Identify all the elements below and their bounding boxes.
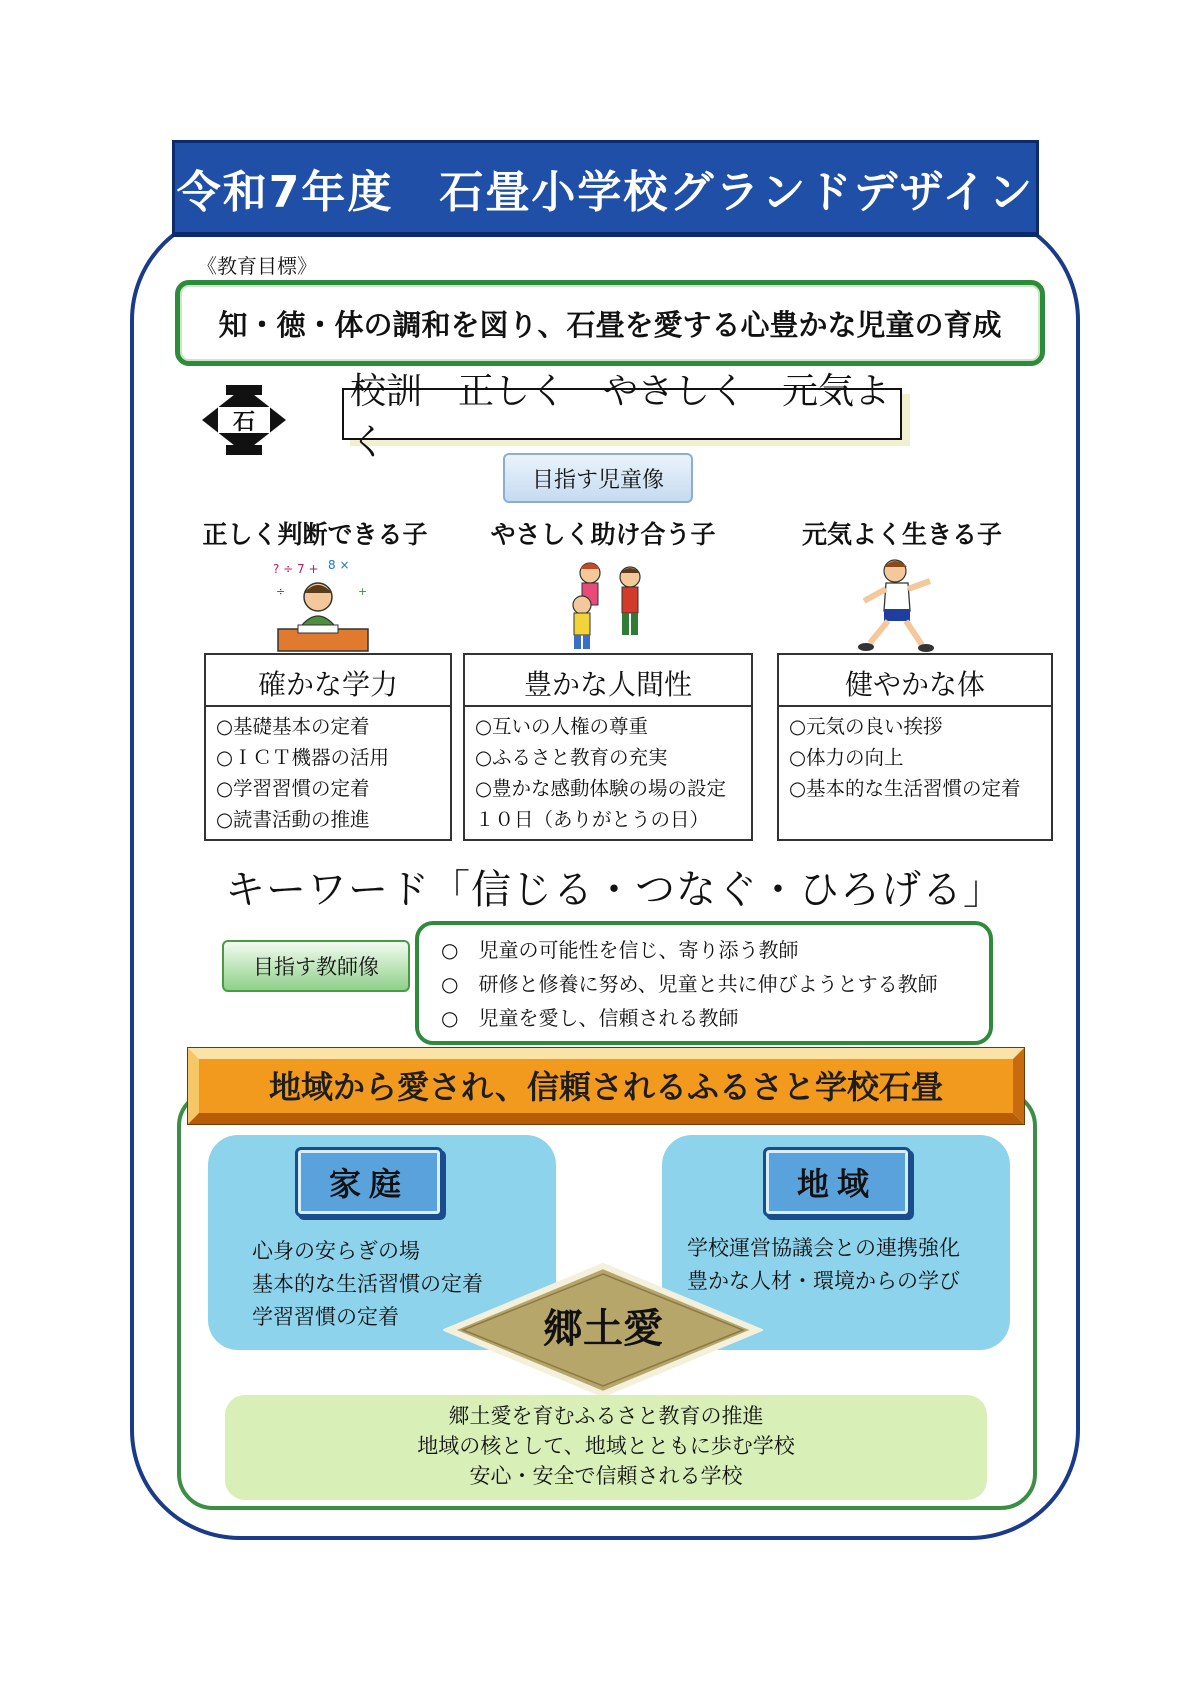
pillar-academic (204, 653, 452, 841)
pillar-health (777, 653, 1053, 841)
page-title: 令和7年度 石畳小学校グランドデザイン (172, 140, 1039, 235)
studying-child-illustration (268, 555, 378, 655)
region-tab: 地域 (763, 1147, 911, 1217)
list-item: 学校運営協議会との連携強化 (687, 1236, 960, 1260)
svg-text:+: + (358, 585, 368, 598)
list-item: ○読書活動の推進 (216, 808, 370, 831)
teacher-list (441, 933, 938, 1035)
pillar-heading: 健やかな体 (779, 655, 1051, 707)
list-item: ○互いの人権の尊重 (475, 715, 649, 738)
list-item: 心身の安らぎの場 (252, 1239, 420, 1263)
list-item: ○学習習慣の定着 (216, 777, 370, 800)
hometown-love-text: 郷土愛 (543, 1305, 663, 1352)
summary-line: 郷土愛を育むふるさと教育の推進 (448, 1404, 764, 1428)
pillar-list (475, 711, 747, 835)
education-goal-text: 知・徳・体の調和を図り、石畳を愛する心豊かな児童の育成 (218, 307, 1002, 342)
target-teacher-label: 目指す教師像 (222, 940, 410, 992)
keyword-line: キーワード「信じる・つなぐ・ひろげる」 (225, 866, 1004, 913)
target-child-label: 目指す児童像 (503, 453, 693, 503)
list-item: ○ 児童を愛し、信頼される教師 (441, 1006, 739, 1030)
community-banner-text: 地域から愛され、信頼されるふるさと学校石畳 (269, 1068, 943, 1106)
helping-children-illustration (560, 555, 660, 655)
list-item: ○体力の向上 (789, 746, 904, 769)
svg-text:÷: ÷ (276, 585, 286, 598)
school-emblem-icon (200, 385, 288, 455)
list-item: ○ 研修と修養に努め、児童と共に伸びようとする教師 (441, 972, 938, 996)
list-item: ○元気の良い挨拶 (789, 715, 943, 738)
pillar-list (216, 711, 446, 835)
child-title-help: やさしく助け合う子 (490, 520, 716, 549)
list-item: ○基本的な生活習慣の定着 (789, 777, 1021, 800)
child-title-judge: 正しく判断できる子 (202, 520, 428, 549)
list-item: ○基礎基本の定着 (216, 715, 370, 738)
list-item: ○ふるさと教育の充実 (475, 746, 668, 769)
education-goal-label: 《教育目標》 (197, 254, 317, 278)
school-motto: 校訓 正しく やさしく 元気よく (342, 388, 902, 440)
pillar-list (789, 711, 1047, 804)
summary-line: 安心・安全で信頼される学校 (469, 1464, 743, 1488)
list-item: 学習習慣の定着 (252, 1305, 399, 1329)
child-title-energy: 元気よく生きる子 (801, 520, 1002, 549)
list-item: 基本的な生活習慣の定着 (252, 1272, 483, 1296)
list-item: １０日（ありがとうの日） (475, 808, 710, 831)
list-item: ○豊かな感動体験の場の設定 (475, 777, 727, 800)
emblem-glyph: 石 (232, 410, 256, 435)
svg-text:8 ×: 8 × (328, 558, 350, 572)
family-tab: 家庭 (295, 1147, 443, 1217)
pillar-heading: 確かな学力 (206, 655, 450, 707)
list-item: ○ＩＣＴ機器の活用 (216, 746, 390, 769)
education-goal-box (175, 280, 1045, 366)
summary-box (225, 1395, 987, 1500)
summary-line: 地域の核として、地域とともに歩む学校 (417, 1434, 795, 1458)
target-teacher-box (415, 921, 993, 1045)
list-item: ○ 児童の可能性を信じ、寄り添う教師 (441, 938, 799, 962)
pillar-heading: 豊かな人間性 (465, 655, 751, 707)
svg-text:? ÷ 7 +: ? ÷ 7 + (273, 562, 319, 576)
pillar-humanity (463, 653, 753, 841)
running-child-illustration (850, 555, 945, 655)
list-item: 豊かな人材・環境からの学び (687, 1269, 960, 1293)
